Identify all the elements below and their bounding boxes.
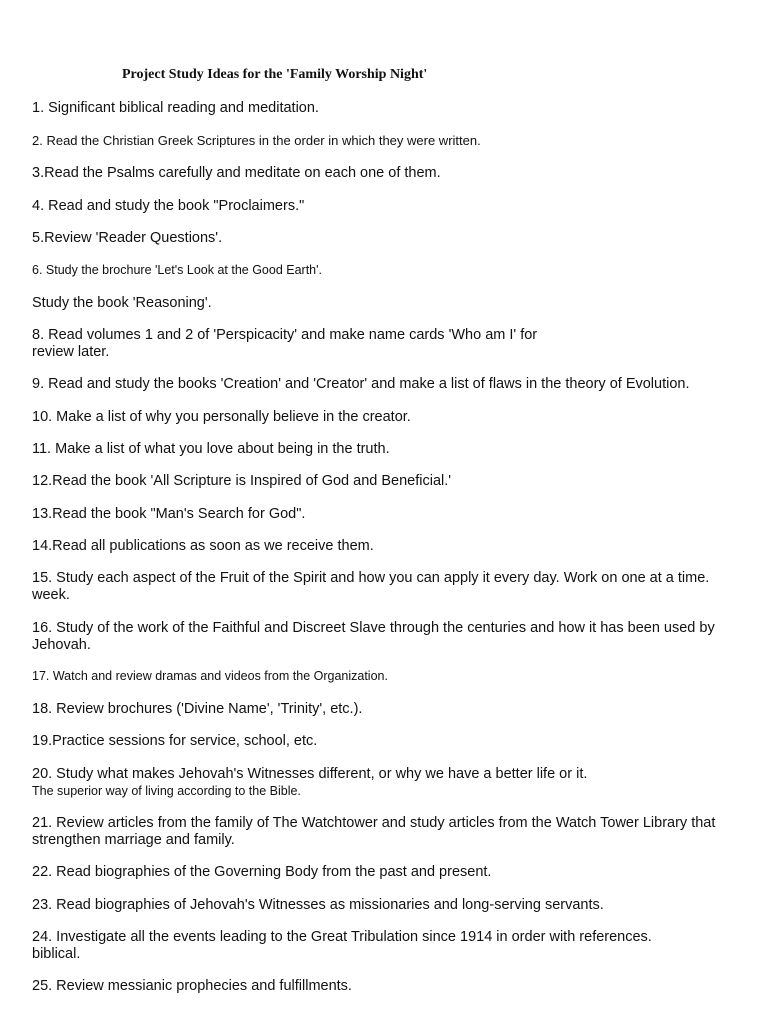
list-item [32, 897, 744, 914]
list-item [32, 570, 744, 603]
list-item [32, 473, 744, 490]
list-item [32, 506, 744, 523]
item-text: 16. Study of the work of the Faithful and Discreet Slave through the centuries and how it has been used by [32, 620, 715, 636]
list-item [32, 766, 744, 799]
item-text: 1. Significant biblical reading and meditation. [32, 100, 319, 116]
list-item [32, 133, 744, 150]
item-text: 5.Review 'Reader Questions'. [32, 230, 223, 246]
list-item [32, 978, 744, 995]
item-text: 19.Practice sessions for service, school, etc. [32, 733, 318, 749]
item-text: 4. Read and study the book "Proclaimers." [32, 198, 305, 214]
item-text: 23. Read biographies of Jehovah's Witnesses as missionaries and long-serving servants. [32, 897, 604, 913]
list-item [32, 409, 744, 426]
list-item [32, 441, 744, 458]
list-item [32, 733, 744, 750]
list-item [32, 262, 744, 279]
list-item [32, 376, 744, 393]
item-text: 3.Read the Psalms carefully and meditate on each one of them. [32, 165, 441, 181]
list-item [32, 701, 744, 718]
item-text: 20. Study what makes Jehovah's Witnesses different, or why we have a better life or it. [32, 766, 588, 782]
item-text: 18. Review brochures ('Divine Name', 'Trinity', etc.). [32, 701, 363, 717]
list-item [32, 198, 744, 215]
list-item [32, 864, 744, 881]
list-item [32, 230, 744, 247]
item-text: 22. Read biographies of the Governing Body from the past and present. [32, 864, 492, 880]
item-text: 14.Read all publications as soon as we receive them. [32, 538, 374, 554]
item-text: 10. Make a list of why you personally believe in the creator. [32, 409, 411, 425]
item-text: 24. Investigate all the events leading to the Great Tribulation since 1914 in order with references. [32, 929, 652, 945]
item-text: 17. Watch and review dramas and videos from the Organization. [32, 669, 388, 683]
list-item [32, 295, 744, 312]
item-text-continued: review later. [32, 343, 110, 360]
item-text-continued: The superior way of living according to the Bible. [32, 783, 301, 798]
item-text: 13.Read the book "Man's Search for God". [32, 506, 306, 522]
item-text: Study the book 'Reasoning'. [32, 295, 212, 311]
item-text-continued: strengthen marriage and family. [32, 831, 235, 848]
list-item [32, 815, 744, 848]
list-item [32, 165, 744, 182]
item-text: 12.Read the book 'All Scripture is Inspired of God and Beneficial.' [32, 473, 452, 489]
document-title: Project Study Ideas for the 'Family Worship Night' [122, 67, 428, 82]
list-item [32, 538, 744, 555]
list-item [32, 327, 744, 360]
item-text-continued: biblical. [32, 945, 81, 962]
item-text: 8. Read volumes 1 and 2 of 'Perspicacity' and make name cards 'Who am I' for [32, 327, 538, 343]
item-text: 25. Review messianic prophecies and fulfillments. [32, 978, 352, 994]
item-text: 2. Read the Christian Greek Scriptures in the order in which they were written. [32, 133, 481, 148]
item-text: 21. Review articles from the family of The Watchtower and study articles from the Watch Tower Library that [32, 815, 716, 831]
list-item [32, 668, 744, 685]
list-item [32, 929, 744, 962]
list-item [32, 100, 744, 117]
list-item [32, 620, 744, 653]
item-text: 15. Study each aspect of the Fruit of the Spirit and how you can apply it every day. Work on one at a time. [32, 570, 710, 586]
item-text-continued: Jehovah. [32, 636, 91, 653]
item-text: 9. Read and study the books 'Creation' and 'Creator' and make a list of flaws in the theory of Evolution. [32, 376, 690, 392]
item-text: 6. Study the brochure 'Let's Look at the Good Earth'. [32, 263, 322, 277]
item-text: 11. Make a list of what you love about being in the truth. [32, 441, 390, 457]
item-text-continued: week. [32, 586, 70, 603]
